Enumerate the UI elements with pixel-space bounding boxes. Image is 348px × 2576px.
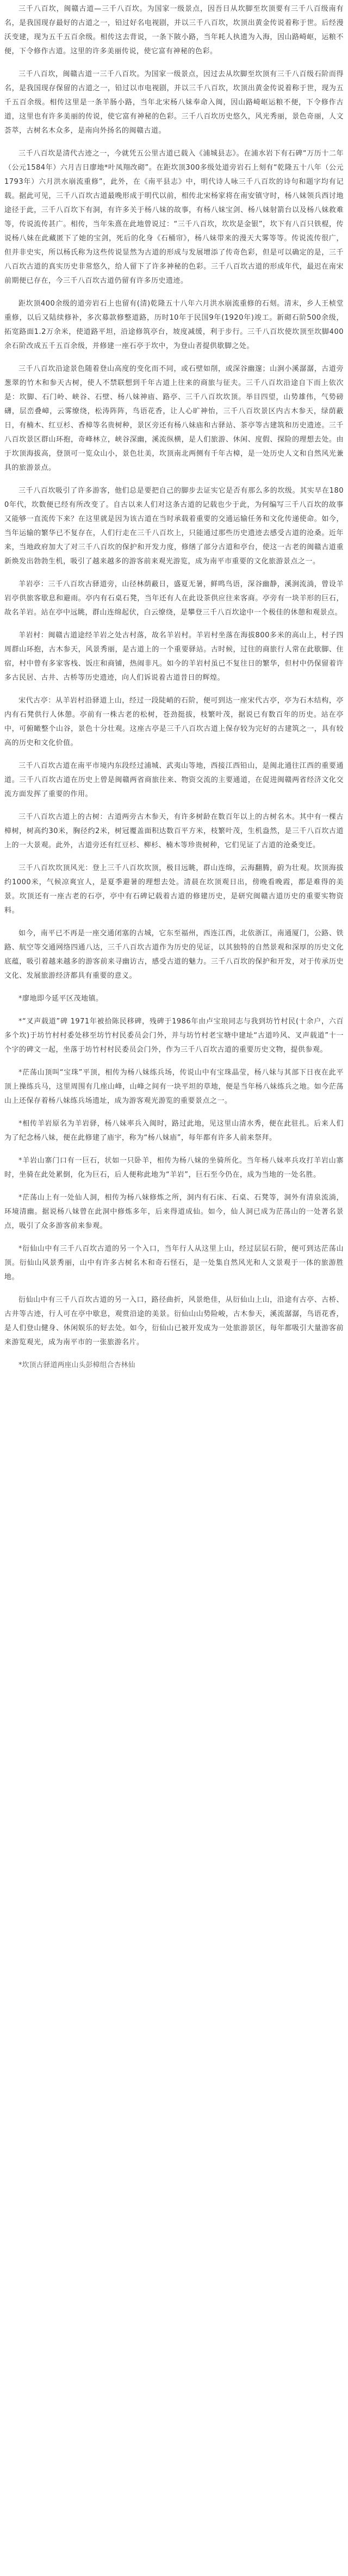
footnote xyxy=(4,992,344,1006)
footnote-text: 相传羊岩原名为羊岩驿，杨八妹率兵入闽时，路过此地，见这里山清水秀，便在此驻扎。后来人们为了纪念杨八妹，便在此修建了庙宇，称为“杨八妹庙”，每年都有许多人前来祭拜。 xyxy=(4,1120,344,1142)
image-caption: *坎顶古驿道两座山头彭樟组合杏林仙 xyxy=(18,1361,135,1369)
footnote xyxy=(4,1015,344,1057)
footnote-text: 茫荡山上有一处仙人洞，相传为杨八妹修炼之所，洞内有石床、石桌、石凳等，洞外有清泉流淌，环境清幽。据说杨八妹曾在此洞中修炼多年，后来得道成仙。如今，仙人洞已成为茫荡山的一处著名景点，吸引了众多游客前来参观。 xyxy=(4,1194,344,1230)
footnote xyxy=(4,1242,344,1284)
article-paragraph: 三千八百坎，闽赣古道—三千八百坎。为国家一级景点，因吾日从坎脚至坎顶要有三千八百级南有名，是我国现存最好的古道之一，铅过好名电视剧，并以三千八百坎，坎顶出黄金传说着称于世。后经漫沃变建，现为五千五百余级。相传这去背说，一条下陂小路，当年耗人执遗为入海，因山路崎岖，运粮不便，下令修作古道。这里的许多美丽传说，使它富有神秘的色彩。 xyxy=(4,5,344,55)
bullet-mark: * xyxy=(18,995,22,1003)
article-paragraph: 衍仙山中有三千八百坎古道的另一入口，路径曲折，风景绝佳，从衍仙山上山，沿途有古亭、古桥、古井等古迹，行人可在亭中歇息，观赏沿途的美景。衍仙山山势险峻，古木参天，溪流潺潺，鸟语花香，是人们登山健身、休闲娱乐的好去处。如今，衍仙山已被开发成为一处旅游景区，每年都吸引大量游客前来游览观光，成为南平市的一张旅游名片。 xyxy=(4,1296,344,1346)
footnote-text: 廖地即今延平区茂地镇。 xyxy=(22,995,103,1003)
footnote xyxy=(4,1117,344,1145)
article-paragraph: 三千八百坎古道在南平市境内东段经过浦城、武夷山等地，西接江西铅山，是闽北通往江西的重要通道。三千八百坎古道在历史上曾是闽赣两省商旅往来、物资交流的主要通道，在促进闽赣两省经济文化交流方面发挥了重要的作用。 xyxy=(4,762,344,798)
article-paragraph: 三千八百坎古道上的古树：古道两旁古木参天，有许多树龄在数百年以上的古树名木。其中有一棵古樟树，树高约30米，胸径约2米，树冠覆盖面积达数百平方米，枝繁叶茂，生机盎然，是三千八百坎古道上的一大景观。此外，古道旁还有红豆杉、柳杉、楠木等珍贵树种，它们见证了古道的沧桑变迁。 xyxy=(4,813,344,849)
bullet-mark: * xyxy=(18,1017,22,1026)
article-paragraph: 三千八百坎是清代古迹之一，今就凭五公里古道已载入《浦城县志》。在浦水岩下有石碑“万历十二年（公元1584年）六月吉日廖地*叶凤翔改砌”。在距坎顶300多级处道旁岩石上刻有“乾隆五十八年（公元1793年）六月洪水崩流重修”，此外，在《南平县志》中，明代诗人咏三千八百坎的诗句和题字均有记载。据此可见，三千八百坎古道最晚形成于明代以前，相传北宋杨家将在南安镇守时，杨八妹领兵西讨地途径于此，三千八百坎下有洞，有许多关于杨八妹的故事，有杨八妹宝剑、杨八妹射箭台以及杨八妹救难等，传说流传甚广。相传，当年朱熹在此地曾说过：“三千八百坎，坎坎是金银”，坎下有八百只铁棍，传说杨八妹在此藏匿下了她的宝剑，死后的化身《石桶帘》，杨八妹带来的漫天大雾等等。传说流传很广，但并非史实，所以杨氏称为这些传说显然为古道的形成与发展增添了传奇色彩，但是可以确定的是，三千八百坎古道的真实历史非常悠久，给人留下了许多神秘的色彩。三千八百坎古道的形成年代，最迟在南宋前期便已存在，今三千八百坎古道仍留有许多历史遗迹。 xyxy=(4,150,344,285)
bullet-mark: * xyxy=(18,1245,22,1253)
article-paragraph: 三千八百坎，闽赣古道一三千八百坎。为国家一级景点，因过去从坎脚至坎顶有三千八百级石阶而得名，是我国现存保留的古道之一，铅过以市电视剧，并以三千八百坎，坎顶出黄金传说着称于世，现为五千五百余级。相传这里是一条羊肠小路，当年北宋杨八妹奉命入闽，因山路崎岖运粮不便，下令修作古道，这里也有许多美丽的传说，使它富有神秘的色彩。三千八百坎历史悠久，风光秀丽，景色奇丽，人文荟萃，古树名木众多，是南向外扬名的闽赣古道。 xyxy=(4,70,344,135)
article-paragraph: 羊岩村：闽赣古道途经羊岩之处古村落，故名羊岩村。羊岩村坐落在海拔800多米的高山上，村子四周群山环抱，古木参天，风景秀丽，是古道上的一个重要驿站。古时候，过往的商旅行人常在此歇脚、住宿，村中曾有多家客栈、饭庄和商铺，热闹非凡。如今的羊岩村虽已不复往日的繁华，但村中仍保留着许多古民居、古井、古桥等历史遗迹，向人们诉说着古道昔日的辉煌。 xyxy=(4,631,344,682)
bullet-mark: * xyxy=(18,1069,22,1077)
bullet-mark: * xyxy=(18,1194,22,1202)
article-paragraph: 羊岩亭：三千八百坎古驿道旁，山径林荫蔽日，盛夏无暑，鲜鸣鸟语，深谷幽静，溪涧流淌，曾设羊岩亭供旅客歇息和避雨。亭内有石桌石凳，当年还有人在此设茶供应往来客商。亭旁有一块羊形的巨石，故名羊岩。站在亭中远眺，群山连绵起伏，白云缭绕，是攀登三千八百坎途中一个极佳的休憩和观景点。 xyxy=(4,580,344,617)
footnote-text: 羊岩山寨门口有一巨石，状如一只卧羊，相传为杨八妹的坐骑所化。当年杨八妹率兵攻打羊岩山寨时，坐骑在此处累倒，化为巨石，后人便称此地为“羊岩”，巨石至今仍在，成为当地的一处名胜。 xyxy=(4,1157,344,1179)
article-paragraph: 三千八百坎吸引了许多游客，他们总是要把自己的脚步去证实它是否有那么多的坎级。其实早在1800年代，坎数便已经有所改变了。自古以来人们对这条古道的记载也少于此，为何编写三千八百坎的故事又能够一直流传下来？在这里就是因为该古道在当时承载着重要的交通运输任务和文化传递使命。如今，当年运输的繁华已不复存在，人们行走在三千八百坎上，只能通过那些历史遗迹去感受古道的沧桑。近年来，当地政府加大了对三千八百坎的保护和开发力度，修缮了部分古道和亭台，使这一古老的闽赣古道重新焕发出勃勃生机，吸引了越来越多的游客前来观光游览，成为南平市重要的文化旅游景点之一。 xyxy=(4,487,344,566)
article-paragraph: 距坎顶400余级的道旁岩石上也留有(清)乾隆五十八年六月洪水崩流重修的石刻。清末，乡人王桢堂重修，以后又陆续修补，多次募款修整道路，历时10年于民国9年(1920年)竣工。新砌石阶500余级，拓宽路面1.2万余米，使道路平坦，沿途修筑亭台，坡度减缓，利于步行。三千八百坎使坎顶至坎脚400余石阶改成五千五百余级，并修建一座石亭于坎中，为登山者提供歇脚之处。 xyxy=(4,300,344,350)
article-paragraph: 如今，南平已不再是一座交通闭塞的古城，它东至福州，西连江西，北依浙江，南通厦门，公路、铁路、航空等交通网络四通八达，三千八百坎古道作为历史的见证，以其独特的自然景观和深厚的历史文化底蕴，吸引着越来越多的游客前来寻幽访古，感受古道的魅力。三千八百坎的保护和开发，对于传承历史文化、发展旅游经济都具有重要的意义。 xyxy=(4,929,344,980)
footnote xyxy=(4,1066,344,1108)
article-paragraph: 宋代古亭：从羊岩村沿驿道上山，经过一段陡峭的石阶，便可到达一座宋代古亭，亭为石木结构，亭内有石凳供行人休憩。亭前有一株古老的松树，苍劲挺拔，枝繁叶茂，据说已有数百年的历史。站在亭中，可俯瞰整个山谷，景色十分壮观。这座古亭是三千八百坎古道上保存较为完好的古建筑之一，具有较高的历史和文化价值。 xyxy=(4,697,344,747)
footnote-text: “叉声载道”碑 1971年被拾陈民移碑，残碑于1986年由卢宝琅同志与我到坊竹村民(十余户，六百多个坎)于坊竹村村委处移至坊竹村民委员会门外，并与坊竹村老宝塘中建址“古道吟风、叉声载道”十一个字的碑文一起，坐落于坊竹村村民委员会门外，作为三千八百坎古道的重要历史文物，提供参观。 xyxy=(4,1017,344,1054)
bullet-mark: * xyxy=(18,1120,22,1128)
footnote-text: 茫荡山顶叫“宝珠”平顶，相传为杨八妹练兵场，传说山中有宝珠晶莹，杨八妹与其部下日夜在此平顶上操练兵马，这里周围有几座山峰，山峰之间有一块平坦的草地，便是当年杨八妹练兵之地。如今茫荡山上还保存着杨八妹练兵场遗址，成为游客观光游览的重要景点之一。 xyxy=(4,1069,344,1105)
footnote-text: 衍仙山中有三千八百坎古道的另一个入口，当年行人从这里上山，经过层层石阶，便可到达茫荡山顶。衍仙山风景秀丽，山中有许多古树名木和奇石怪石，是一处集自然风光和人文景观于一体的旅游胜地。 xyxy=(4,1245,344,1281)
footnote xyxy=(4,1191,344,1233)
article-paragraph: 三千八百坎坎顶风光：登上三千八百坎坎顶，极目远眺，群山连绵，云海翻腾，蔚为壮观。坎顶海拔约1000米，气候凉爽宜人，是夏季避暑的理想去处。清晨在坎顶观日出，傍晚看晚霞，都是难得的美景。坎顶还有一座古老的石亭，亭中有石碑记载着古道的修建历史，是研究闽赣古道历史的重要实物资料。 xyxy=(4,864,344,915)
bullet-mark: * xyxy=(18,1157,22,1165)
footnote xyxy=(4,1154,344,1182)
article-paragraph: 三千八百坎沿途景色随着登山高度的变化而不同，或石壁如削，或深谷幽邃；山涧小溪潺潺，古道旁葱翠的竹木和参天古树，使人不禁联想到千年古道上往来的商旅与征夫。三千八百坎沿途自下而上依次是：坎脚、石门岭、峡谷、石壁、杨八妹神庙、路亭、三千八百坎坎顶。举目四望，山势雄伟，气势磅礴，层峦叠嶂，云雾缭绕，松涛阵阵，鸟语花香，让人心旷神怡，三千八百坎景区内古木参天，绿荫蔽日，有楠木、红豆杉、香樟等名贵树种，景区旁还有杨八妹庙和古驿站、茶亭等古建筑和历史遗迹。三千八百坎景区群山环抱，奇峰林立，峡谷深幽，溪流纵横，是人们旅游、休闲、度假、探险的理想去处。由于坎顶海拔高，登顶可一览众山小，景色壮美，坎顶南北两侧有千年古樟，是一处历史人文和自然风光兼具的旅游景点。 xyxy=(4,365,344,472)
